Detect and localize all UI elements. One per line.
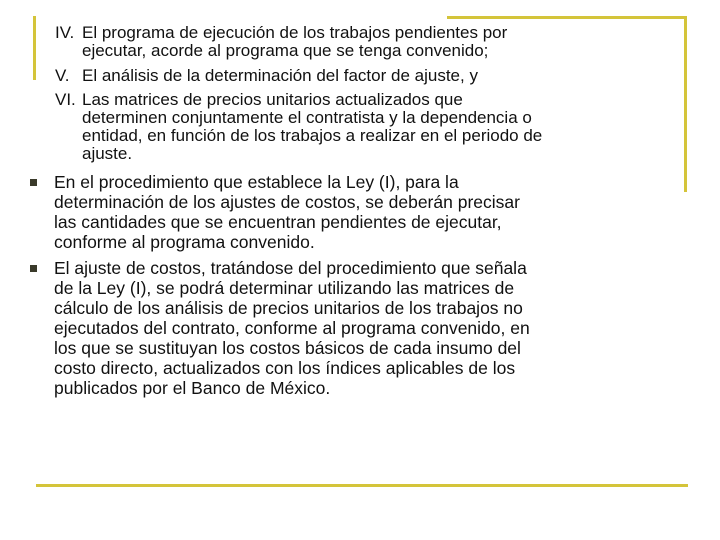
top-rule xyxy=(447,16,687,19)
roman-numeral: IV. xyxy=(55,23,75,42)
roman-item-text: Las matrices de precios unitarios actualizados que xyxy=(82,90,463,109)
bullet-text-line: las cantidades que se encuentran pendientes de ejecutar, xyxy=(54,212,502,232)
bottom-rule xyxy=(36,484,688,487)
roman-numeral: VI. xyxy=(55,90,76,109)
roman-item-text: entidad, en función de los trabajos a realizar en el periodo de xyxy=(82,126,543,145)
roman-item-vi xyxy=(55,91,635,163)
roman-item-text: determinen conjuntamente el contratista y la dependencia o xyxy=(82,108,532,127)
right-rule xyxy=(684,16,687,192)
bullet-text-line: ejecutados del contrato, conforme al programa convenido, en xyxy=(54,318,530,338)
bullet-text-line: de la Ley (I), se podrá determinar utilizando las matrices de xyxy=(54,278,515,298)
roman-numeral: V. xyxy=(55,66,70,85)
bullet-item-2 xyxy=(30,258,640,398)
bullet-item-1 xyxy=(30,172,640,252)
roman-item-iv xyxy=(55,24,635,60)
roman-item-text: El análisis de la determinación del factor de ajuste, y xyxy=(82,66,478,85)
bullet-text-line: En el procedimiento que establece la Ley (I), para la xyxy=(54,172,459,192)
roman-item-v xyxy=(55,67,635,85)
left-rule xyxy=(33,16,36,80)
bullet-text-line: conforme al programa convenido. xyxy=(54,232,315,252)
roman-item-text: ajuste. xyxy=(82,144,133,163)
bullet-text-line: costo directo, actualizados con los índices aplicables de los xyxy=(54,358,516,378)
square-bullet-icon xyxy=(30,265,37,272)
bullet-text-line: determinación de los ajustes de costos, se deberán precisar xyxy=(54,192,520,212)
square-bullet-icon xyxy=(30,179,37,186)
roman-item-text: El programa de ejecución de los trabajos pendientes por xyxy=(82,23,508,42)
bullet-text-line: El ajuste de costos, tratándose del procedimiento que señala xyxy=(54,258,527,278)
bullet-text-line: cálculo de los análisis de precios unitarios de los trabajos no xyxy=(54,298,523,318)
roman-item-text: ejecutar, acorde al programa que se tenga convenido; xyxy=(82,41,489,60)
bullet-text-line: los que se sustituyan los costos básicos de cada insumo del xyxy=(54,338,521,358)
bullet-text-line: publicados por el Banco de México. xyxy=(54,378,331,398)
